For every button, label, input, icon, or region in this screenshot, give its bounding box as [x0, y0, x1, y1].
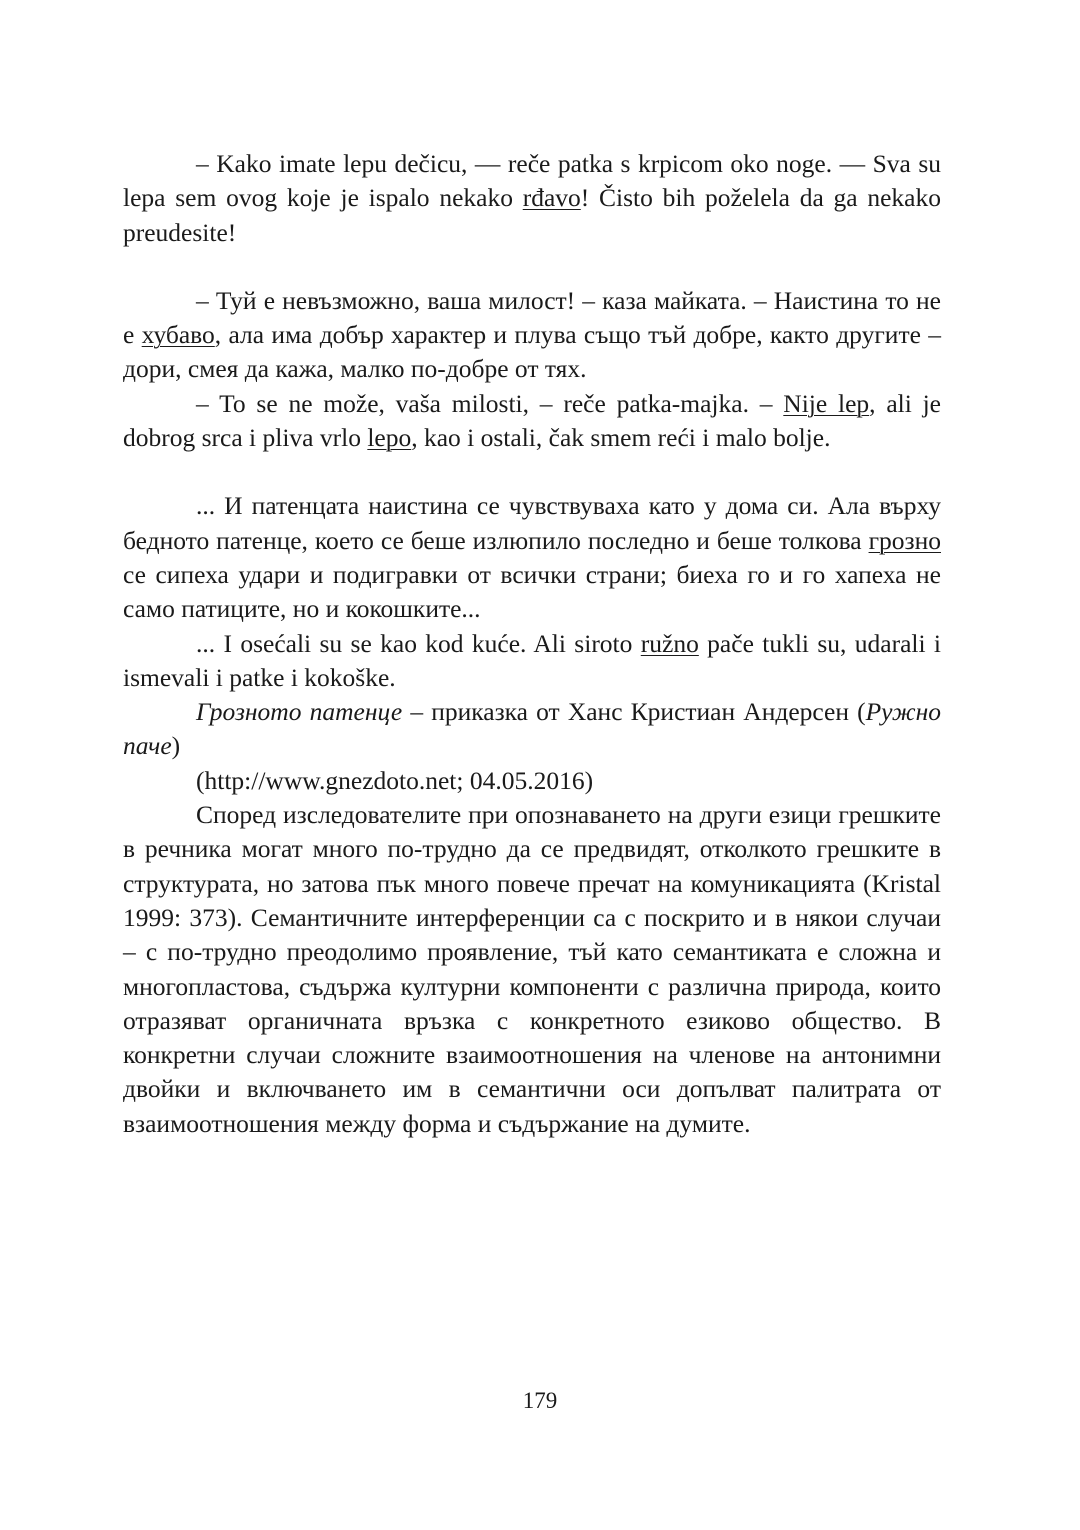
underlined-word: Nije lep — [783, 388, 870, 418]
book-title: Грозното патенце — [196, 697, 403, 727]
paragraph-research-commentary: Според изследователите при опознаването на други езици грешките в речника могат много по-трудно да се предвидят, отколкото грешките в структурата, но затова пък много повече пречат на комуникацията (Kristal 1999: 373). Семантичните интерференции са с поскрито и в някои случаи – с по-трудно преодолимо проявление, тъй като семантиката е сложна и многопластова, съдържа културни компоненти с различна природа, които отразяват органичната връзка с конкретното езиково общество. В конкретни случаи сложните взаимоотношения на членове на антонимни двойки и включването им в семантични оси допълват палитрата от взаимоотношения между форма и съдържание на думите. — [123, 800, 941, 1138]
book-title-serbian: Ружно паче — [123, 697, 941, 761]
source-citation: Грозното патенце – приказка от Ханс Кристиан Андерсен (Ружно паче) — [123, 697, 941, 761]
source-url: (http://www.gnezdoto.net; 04.05.2016) — [196, 765, 594, 795]
paragraph-gap — [123, 250, 941, 284]
main-text — [123, 147, 941, 1141]
paragraph-gap — [123, 455, 941, 489]
underlined-word: ružno — [640, 628, 699, 658]
underlined-word: грозно — [868, 525, 941, 555]
paragraph-ducklings-serbian: ... I osećali su se kao kod kuće. Ali siroto ružno pače tukli su, udarali i ismevali i patke i kokoške. — [123, 628, 942, 692]
page-number: 179 — [522, 1388, 558, 1413]
paragraph-ducklings-bulgarian: ... И патенцата наистина се чувствуваха като у дома си. Ала върху бедното патенце, което се беше излюпило последно и беше толкова грозно се сипеха удари и подигравки от всички страни; биеха го и го хапеха не само патиците, но и кокошките... — [123, 491, 941, 624]
underlined-word: rđavo — [522, 183, 581, 213]
paragraph-mother-reply-serbian: – To se ne može, vaša milosti, – reče patka-majka. – Nije lep, ali je dobrog srca i pliva vrlo lepo, kao i ostali, čak smem reći i malo bolje. — [123, 388, 941, 453]
paragraph-mother-reply-bulgarian: – Туй е невъзможно, ваша милост! – каза майката. – Наистина то не е хубаво, ала има добър характер и плува също тъй добре, както другите – дори, смея да кажа, малко по-добре от тях. — [123, 285, 941, 384]
underlined-word: хубаво — [141, 320, 215, 350]
underlined-word: lepo — [367, 423, 412, 453]
paragraph-patka-dialogue-serbian: – Kako imate lepu dečicu, — reče patka s krpicom oko noge. — Sva su lepa sem ovog koje je ispalo nekako rđavo! Čisto bih poželela da ga nekako preudesite! — [123, 149, 941, 247]
